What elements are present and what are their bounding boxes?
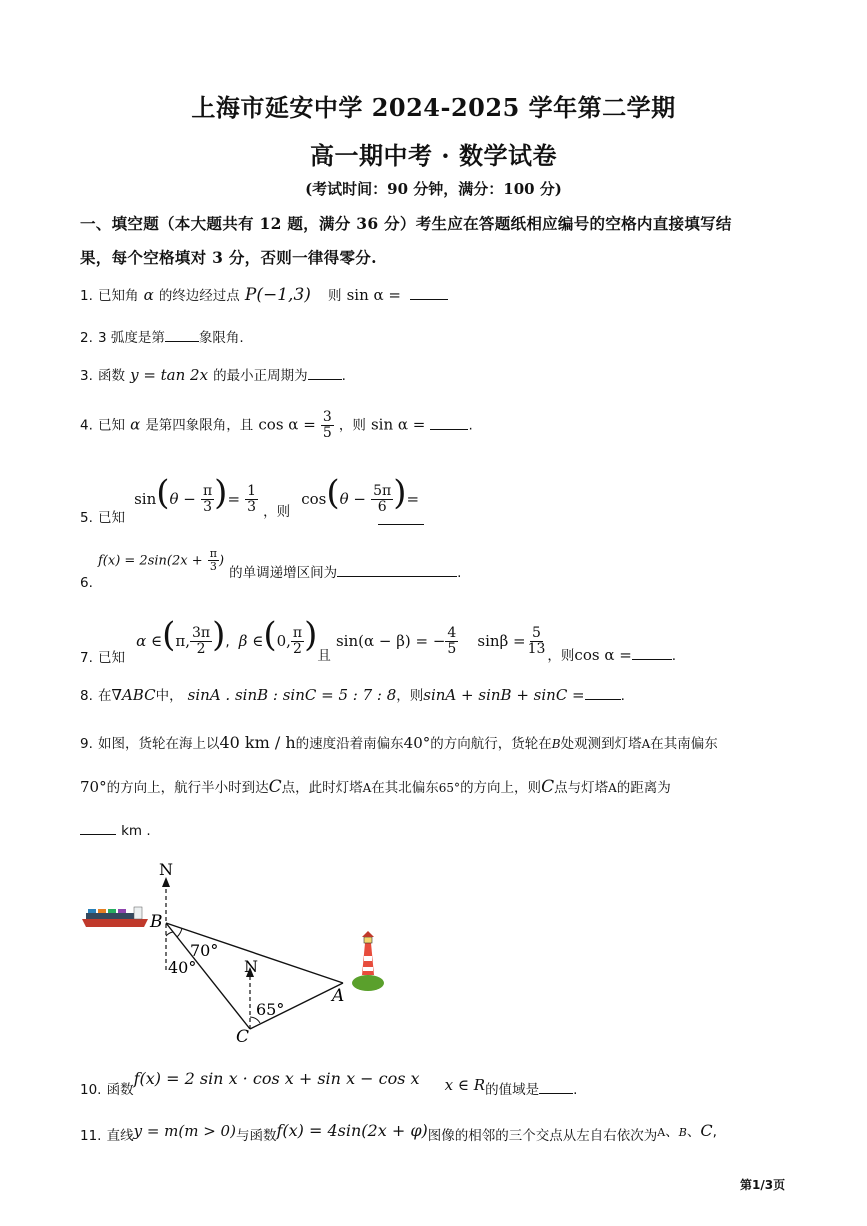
q4-number: 4. bbox=[80, 417, 93, 434]
exam-subtitle: 高一期中考 · 数学试卷 bbox=[309, 141, 558, 170]
q5-number: 5. bbox=[80, 510, 93, 526]
q10-text2: 的值域是 bbox=[485, 1082, 540, 1098]
q7-f2-den: 2 bbox=[293, 641, 302, 657]
question-7: $_{7.}$ $_{已知}$ α ∈(π, $\frac{3\pi}{2}$ ), β ∈(0, $\frac{\pi}{2}$ )$_且$ sin(α − β) = − $\frac{4}{5}$ sinβ = $\frac{5}{13}$ $_{,则}$cos α = $_.$ bbox=[80, 615, 677, 666]
q5-fraction1 bbox=[201, 484, 214, 514]
q5-paren-close2: ) bbox=[393, 473, 407, 513]
q7-period: . bbox=[671, 648, 677, 664]
q11-C: C bbox=[700, 1121, 713, 1140]
q8-answer-blank[interactable] bbox=[585, 685, 621, 700]
figure-label-N2: N bbox=[244, 957, 258, 976]
q3-text2: 的最小正周期为 bbox=[213, 368, 308, 384]
question-4 bbox=[80, 410, 473, 440]
q9-angle40: 40° bbox=[403, 734, 431, 752]
figure-angle-65: 65° bbox=[256, 1000, 285, 1019]
q2-text: 3 弧度是第 bbox=[97, 330, 165, 346]
q7-pi: π, bbox=[175, 632, 190, 650]
q4-text: 已知 bbox=[97, 417, 125, 434]
q11-sep1: 、 bbox=[665, 1124, 679, 1140]
question-1 bbox=[80, 284, 448, 305]
q3-answer-blank[interactable] bbox=[308, 365, 342, 380]
q5-f3-den: 6 bbox=[377, 499, 387, 515]
q7-f1-num: 3π bbox=[192, 625, 211, 642]
q4-alpha: α bbox=[130, 415, 141, 434]
q7-paren2: ( bbox=[263, 615, 277, 655]
q7-zero: 0, bbox=[276, 632, 291, 650]
q7-paren1: ( bbox=[162, 615, 176, 655]
q9-text2: 的速度沿着南偏东 bbox=[295, 736, 404, 752]
q4-text2: 是第四象限角，且 bbox=[145, 417, 254, 434]
exam-info: (考试时间：90 分钟，满分：100 分) bbox=[305, 180, 562, 198]
q7-f3-den: 5 bbox=[447, 641, 457, 657]
q5-f1-den: 3 bbox=[203, 499, 213, 515]
q3-number: 3. bbox=[80, 368, 93, 384]
q9-figure bbox=[78, 855, 398, 1055]
q7-number: 7. bbox=[80, 650, 93, 666]
q5-text: 已知 bbox=[97, 510, 125, 526]
q6-close: ) bbox=[218, 553, 225, 569]
question-8 bbox=[80, 684, 625, 704]
q6-frac-num: π bbox=[209, 547, 217, 560]
q8-sum: sinA + sinB + sinC = bbox=[423, 686, 585, 704]
q9-answer-blank[interactable] bbox=[80, 820, 116, 835]
section-heading-line1: 一、填空题（本大题共有 12 题，满分 36 分）考生应在答题纸相应编号的空格内直接填写结 bbox=[80, 214, 732, 233]
q5-theta: θ − bbox=[169, 490, 196, 508]
question-10 bbox=[80, 1068, 578, 1098]
question-3 bbox=[80, 364, 346, 384]
q7-sin-diff: sin(α − β) = − bbox=[335, 632, 446, 650]
q5-answer-blank[interactable] bbox=[378, 510, 424, 525]
q9-l2-text5: 点与灯塔 bbox=[554, 780, 609, 796]
figure-label-C: C bbox=[236, 1027, 250, 1047]
q9-l2-text4: 的方向上，则 bbox=[460, 780, 542, 796]
section-heading-line2: 果，每个空格填对 3 分，否则一律得零分. bbox=[80, 248, 377, 267]
q9-B: B bbox=[551, 737, 561, 751]
q2-answer-blank[interactable] bbox=[165, 327, 199, 342]
q8-text2: 中， bbox=[155, 688, 183, 704]
q11-function: f(x) = 4sin(2x + φ) bbox=[276, 1121, 428, 1140]
q1-alpha: α bbox=[143, 286, 154, 304]
q10-domain: x ∈ R bbox=[444, 1076, 486, 1094]
q5-f2-num: 1 bbox=[247, 483, 257, 500]
q9-l2-text1: 的方向上，航行半小时到达 bbox=[106, 780, 269, 796]
q9-A: A bbox=[641, 737, 651, 751]
q9-number: 9. bbox=[80, 736, 93, 752]
q8-ratio: sinA . sinB : sinC = 5 : 7 : 8 bbox=[187, 686, 397, 704]
question-2 bbox=[80, 326, 244, 346]
exam-title: 上海市延安中学 2024-2025 学年第二学期 bbox=[191, 93, 676, 122]
q6-fraction bbox=[208, 548, 219, 572]
q5-paren-open: ( bbox=[156, 473, 170, 513]
figure-label-B: B bbox=[150, 912, 163, 932]
figure-angle-40: 40° bbox=[168, 958, 197, 977]
q5-fraction2 bbox=[245, 484, 258, 514]
question-5 bbox=[80, 473, 420, 526]
q6-number: 6. bbox=[80, 574, 93, 591]
q4-answer-blank[interactable] bbox=[430, 415, 468, 430]
q5-paren-close: ) bbox=[214, 473, 228, 513]
q11-B: B bbox=[678, 1126, 687, 1139]
q9-angle65: 65° bbox=[438, 781, 461, 795]
q7-f4-den: 13 bbox=[527, 641, 546, 657]
q8-text: 在 bbox=[97, 688, 112, 704]
q7-beta-in: β ∈ bbox=[238, 632, 264, 650]
q1-text3: 则 bbox=[327, 288, 342, 304]
question-11 bbox=[80, 1120, 717, 1144]
q5-f2-den: 3 bbox=[247, 499, 257, 515]
q4-sin: sin α = bbox=[370, 415, 426, 434]
q5-sin: sin bbox=[134, 490, 157, 508]
q11-comma: , bbox=[712, 1124, 717, 1140]
q10-answer-blank[interactable] bbox=[539, 1079, 573, 1094]
q8-number: 8. bbox=[80, 688, 93, 704]
q11-line: y = m(m > 0) bbox=[133, 1122, 236, 1140]
q7-f1-den: 2 bbox=[196, 641, 206, 657]
q7-and: 且 bbox=[317, 648, 331, 664]
q6-function: f(x) = 2sin(2x + bbox=[97, 553, 203, 569]
q4-period: . bbox=[468, 417, 473, 434]
q9-text4: 处观测到灯塔 bbox=[560, 736, 642, 752]
figure-label-N1: N bbox=[159, 860, 173, 879]
q3-text: 函数 bbox=[97, 368, 125, 384]
q10-function: f(x) = 2 sin x · cos x + sin x − cos x bbox=[133, 1069, 420, 1088]
q7-f3-num: 4 bbox=[447, 625, 457, 642]
q7-fraction2 bbox=[291, 626, 304, 656]
q3-function: y = tan 2x bbox=[130, 366, 209, 384]
q11-A: A bbox=[657, 1126, 666, 1139]
q9-l2-text2: 点，此时灯塔 bbox=[281, 780, 363, 796]
q1-sin: sin α = bbox=[346, 286, 401, 304]
q6-text: 的单调递增区间为 bbox=[229, 564, 338, 581]
q5-cos: cos bbox=[301, 490, 327, 508]
q4-cos: cos α = bbox=[258, 415, 316, 434]
q4-fraction bbox=[321, 410, 334, 440]
q1-number: 1. bbox=[80, 288, 93, 304]
q2-number: 2. bbox=[80, 330, 93, 346]
q7-text: 已知 bbox=[97, 650, 125, 666]
q5-text2: ，则 bbox=[263, 504, 291, 520]
q9-l2-text6: 的距离为 bbox=[616, 780, 671, 796]
q11-text1: 直线 bbox=[106, 1128, 134, 1144]
q1-text: 已知角 bbox=[97, 288, 139, 304]
q1-answer-blank[interactable] bbox=[410, 285, 448, 300]
q9-unit: km . bbox=[121, 823, 151, 839]
q11-number: 11. bbox=[80, 1128, 102, 1144]
q10-number: 10. bbox=[80, 1082, 102, 1098]
q8-then: ，则 bbox=[396, 688, 424, 704]
question-6 bbox=[80, 547, 462, 591]
q5-equals2: = bbox=[406, 490, 420, 508]
q8-period: . bbox=[620, 688, 625, 704]
q7-paren1c: ) bbox=[212, 615, 226, 655]
q7-f4-num: 5 bbox=[532, 625, 541, 642]
q10-period: . bbox=[573, 1082, 578, 1098]
q7-fraction1 bbox=[190, 626, 212, 656]
q1-point: P(−1,3) bbox=[244, 285, 311, 305]
figure-angle-70: 70° bbox=[190, 941, 219, 960]
question-9-line3 bbox=[80, 820, 151, 839]
q11-text3: 图像的相邻的三个交点从左自右依次为 bbox=[427, 1128, 658, 1144]
q5-paren-open2: ( bbox=[326, 473, 340, 513]
page-number: 第1/3页 bbox=[740, 1178, 786, 1192]
q6-period: . bbox=[457, 564, 462, 581]
q11-sep2: 、 bbox=[686, 1124, 701, 1140]
q4-frac-num: 3 bbox=[322, 409, 332, 425]
q5-f3-num: 5π bbox=[373, 483, 392, 500]
q9-text1: 如图，货轮在海上以 bbox=[97, 736, 220, 752]
q9-l2-text3: 在其北偏东 bbox=[371, 780, 439, 796]
q9-angle70: 70° bbox=[80, 778, 107, 796]
cargo-ship-icon bbox=[82, 907, 148, 927]
q9-text3: 的方向航行，货轮在 bbox=[430, 736, 552, 752]
q9-A3: A bbox=[608, 781, 617, 795]
q10-text: 函数 bbox=[106, 1082, 134, 1098]
q7-fraction4 bbox=[526, 626, 548, 656]
q5-f1-num: π bbox=[202, 483, 213, 500]
q4-frac-den: 5 bbox=[322, 424, 332, 441]
q7-paren2c: ) bbox=[304, 615, 318, 655]
q5-equals: = bbox=[227, 490, 241, 508]
q3-period: . bbox=[341, 368, 346, 384]
q1-text2: 的终边经过点 bbox=[158, 288, 240, 304]
q9-text5: 在其南偏东 bbox=[650, 736, 718, 752]
q9-C: C bbox=[268, 777, 282, 797]
q2-text2: 象限角. bbox=[198, 330, 244, 346]
q7-alpha-in: α ∈ bbox=[136, 632, 163, 650]
q6-answer-blank[interactable] bbox=[337, 562, 457, 577]
q5-theta2: θ − bbox=[339, 490, 366, 508]
lighthouse-icon bbox=[352, 931, 384, 991]
q7-then: ，则 bbox=[547, 648, 575, 664]
q11-text2: 与函数 bbox=[235, 1128, 277, 1144]
question-9-line1 bbox=[80, 732, 718, 752]
figure-label-A: A bbox=[332, 986, 345, 1006]
q7-sin-beta: sinβ = bbox=[477, 632, 526, 650]
q9-speed: 40 km / h bbox=[219, 733, 296, 752]
q7-fraction3 bbox=[445, 626, 458, 656]
q9-C2: C bbox=[541, 777, 555, 797]
q7-cos-alpha: cos α = bbox=[574, 646, 632, 664]
q7-answer-blank[interactable] bbox=[632, 645, 672, 660]
question-9-line2 bbox=[80, 776, 671, 797]
q9-A2: A bbox=[362, 781, 372, 795]
q4-text3: ，则 bbox=[338, 417, 366, 434]
q6-frac-den: 3 bbox=[209, 559, 217, 573]
q7-f2-num: π bbox=[292, 625, 303, 642]
q8-triangle: ∇ABC bbox=[111, 686, 156, 704]
